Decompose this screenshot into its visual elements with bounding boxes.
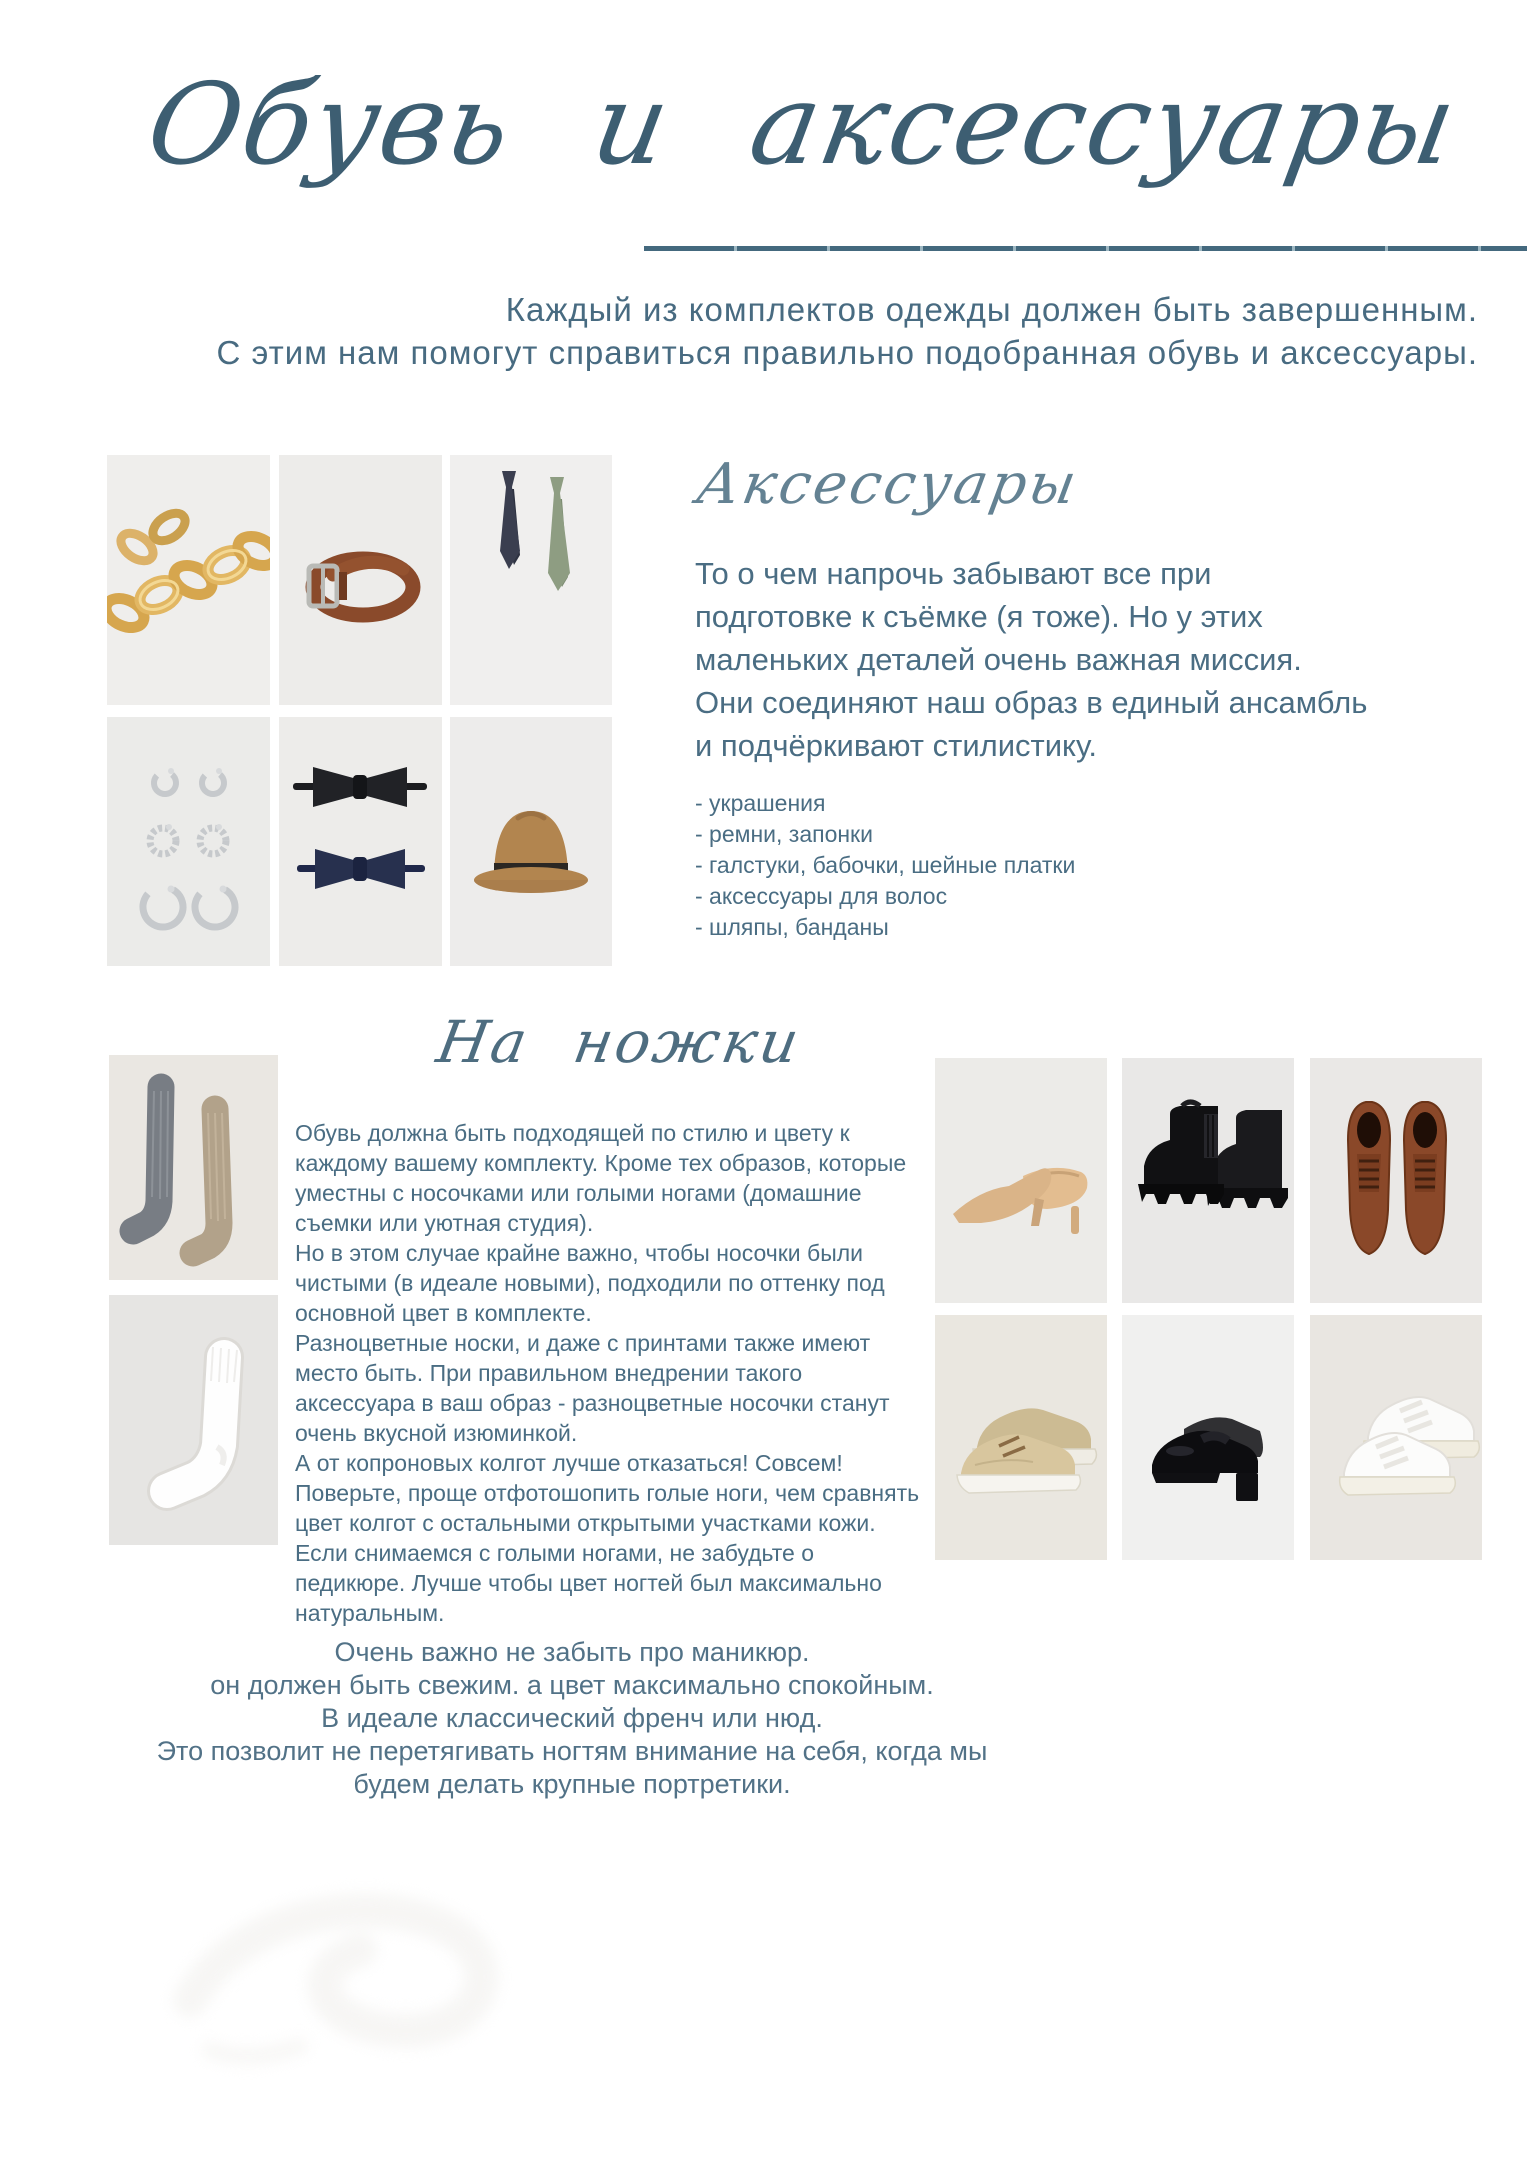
neck-ties-icon [450,455,612,705]
beige-suede-shoes-icon [935,1315,1107,1560]
watermark-flourish [150,1850,570,2080]
white-crew-sock-icon [109,1295,278,1545]
footwear-heading: На ножки [432,1008,807,1076]
intro-paragraph [100,288,1478,374]
accessories-list-item: - аксессуары для волос [695,883,948,909]
manicure-note-line: он должен быть свежим. а цвет максимально спокойным. [210,1670,934,1700]
accessories-list-item: - галстуки, бабочки, шейные платки [695,852,1076,878]
intro-line: Каждый из комплектов одежды должен быть завершенным. [505,291,1478,328]
accessories-paragraph-line: Они соединяют наш образ в единый ансамбль [695,685,1368,720]
manicure-note-line: В идеале классический френч или нюд. [321,1703,823,1733]
footwear-paragraph-line: основной цвет в комплекте. [295,1300,592,1326]
footwear-paragraph-line: натуральным. [295,1600,445,1626]
accessories-paragraph-line: То о чем напрочь забывают все при [695,556,1212,591]
accessories-list-item: - ремни, запонки [695,821,873,847]
product-photo-white-sneakers [1310,1315,1482,1560]
product-photo-black-heeled-loafers [1122,1315,1294,1560]
gold-chain-icon [107,455,270,705]
footwear-paragraph-line: аксессуара в ваш образ - разноцветные носочки станут [295,1390,890,1416]
footwear-paragraph-line: Разноцветные носки, и даже с принтами также имеют [295,1330,871,1356]
accessories-list-item: - шляпы, банданы [695,914,889,940]
manicure-note-line: будем делать крупные портретики. [353,1769,791,1799]
product-photo-beige-suede-shoes [935,1315,1107,1560]
accessories-list [695,788,1395,943]
footwear-paragraph-line: съемки или уютная студия). [295,1210,594,1236]
footwear-paragraph-line: Если снимаемся с голыми ногами, не забудьте о [295,1540,814,1566]
footwear-paragraph-line: Поверьте, проще отфотошопить голые ноги, чем сравнять [295,1480,920,1506]
product-photo-white-crew-sock [109,1295,278,1545]
flourish-icon [150,1850,570,2080]
footwear-paragraph-line: каждому вашему комплекту. Кроме тех образов, которые [295,1150,907,1176]
footwear-paragraph-line: А от копроновых колгот лучше отказаться! Совсем! [295,1450,843,1476]
accessories-list-item: - украшения [695,790,826,816]
footwear-paragraph-line: уместны с носочками или голыми ногами (домашние [295,1180,862,1206]
accessories-paragraph-line: подготовке к съёмке (я тоже). Но у этих [695,599,1263,634]
accessories-paragraph-line: и подчёркивают стилистику. [695,728,1097,763]
leather-belt-icon [279,455,442,705]
manicure-note-line: Это позволит не перетягивать ногтям внимание на себя, когда мы [156,1736,988,1766]
product-photo-beige-heeled-pumps [935,1058,1107,1303]
footwear-paragraph-line: цвет колгот с остальными открытыми участками кожи. [295,1510,876,1536]
footwear-paragraph-line: Обувь должна быть подходящей по стилю и цвету к [295,1120,850,1146]
page-title: Обувь и аксессуары [138,60,1467,190]
footwear-paragraph-line: Но в этом случае крайне важно, чтобы носочки были [295,1240,864,1266]
hoop-earrings-icon [107,717,270,966]
footwear-paragraph [295,1118,935,1628]
footwear-paragraph-line: педикюре. Лучше чтобы цвет ногтей был максимально [295,1570,882,1596]
product-photo-neck-ties [450,455,612,705]
accessories-paragraph-line: маленьких деталей очень важная миссия. [695,642,1302,677]
accessories-heading: Аксессуары [692,452,1084,517]
footwear-paragraph-line: очень вкусной изюминкой. [295,1420,578,1446]
manicure-note-paragraph [122,1636,1022,1801]
manicure-note-line: Очень важно не забыть про маникюр. [334,1637,810,1667]
footwear-paragraph-line: место быть. При правильном внедрении такого [295,1360,803,1386]
fedora-hat-icon [450,717,612,966]
product-photo-fedora-hat [450,717,612,966]
product-photo-leather-belt [279,455,442,705]
title-underline-rule [644,246,1527,251]
brown-derby-shoes-icon [1310,1058,1482,1303]
product-photo-hoop-earrings [107,717,270,966]
accessories-paragraph [695,552,1415,767]
intro-line: С этим нам помогут справиться правильно подобранная обувь и аксессуары. [216,334,1478,371]
product-photo-brown-derby-shoes [1310,1058,1482,1303]
footwear-paragraph-line: чистыми (в идеале новыми), подходили по оттенку под [295,1270,885,1296]
product-photo-gold-chain [107,455,270,705]
product-photo-black-chelsea-boots [1122,1058,1294,1303]
product-photo-bow-ties [279,717,442,966]
knee-socks-icon [109,1055,278,1280]
bow-ties-icon [279,717,442,966]
black-chelsea-boots-icon [1122,1058,1294,1303]
product-photo-knee-socks [109,1055,278,1280]
white-sneakers-icon [1310,1315,1482,1560]
beige-heeled-pumps-icon [935,1058,1107,1303]
black-heeled-loafers-icon [1122,1315,1294,1560]
